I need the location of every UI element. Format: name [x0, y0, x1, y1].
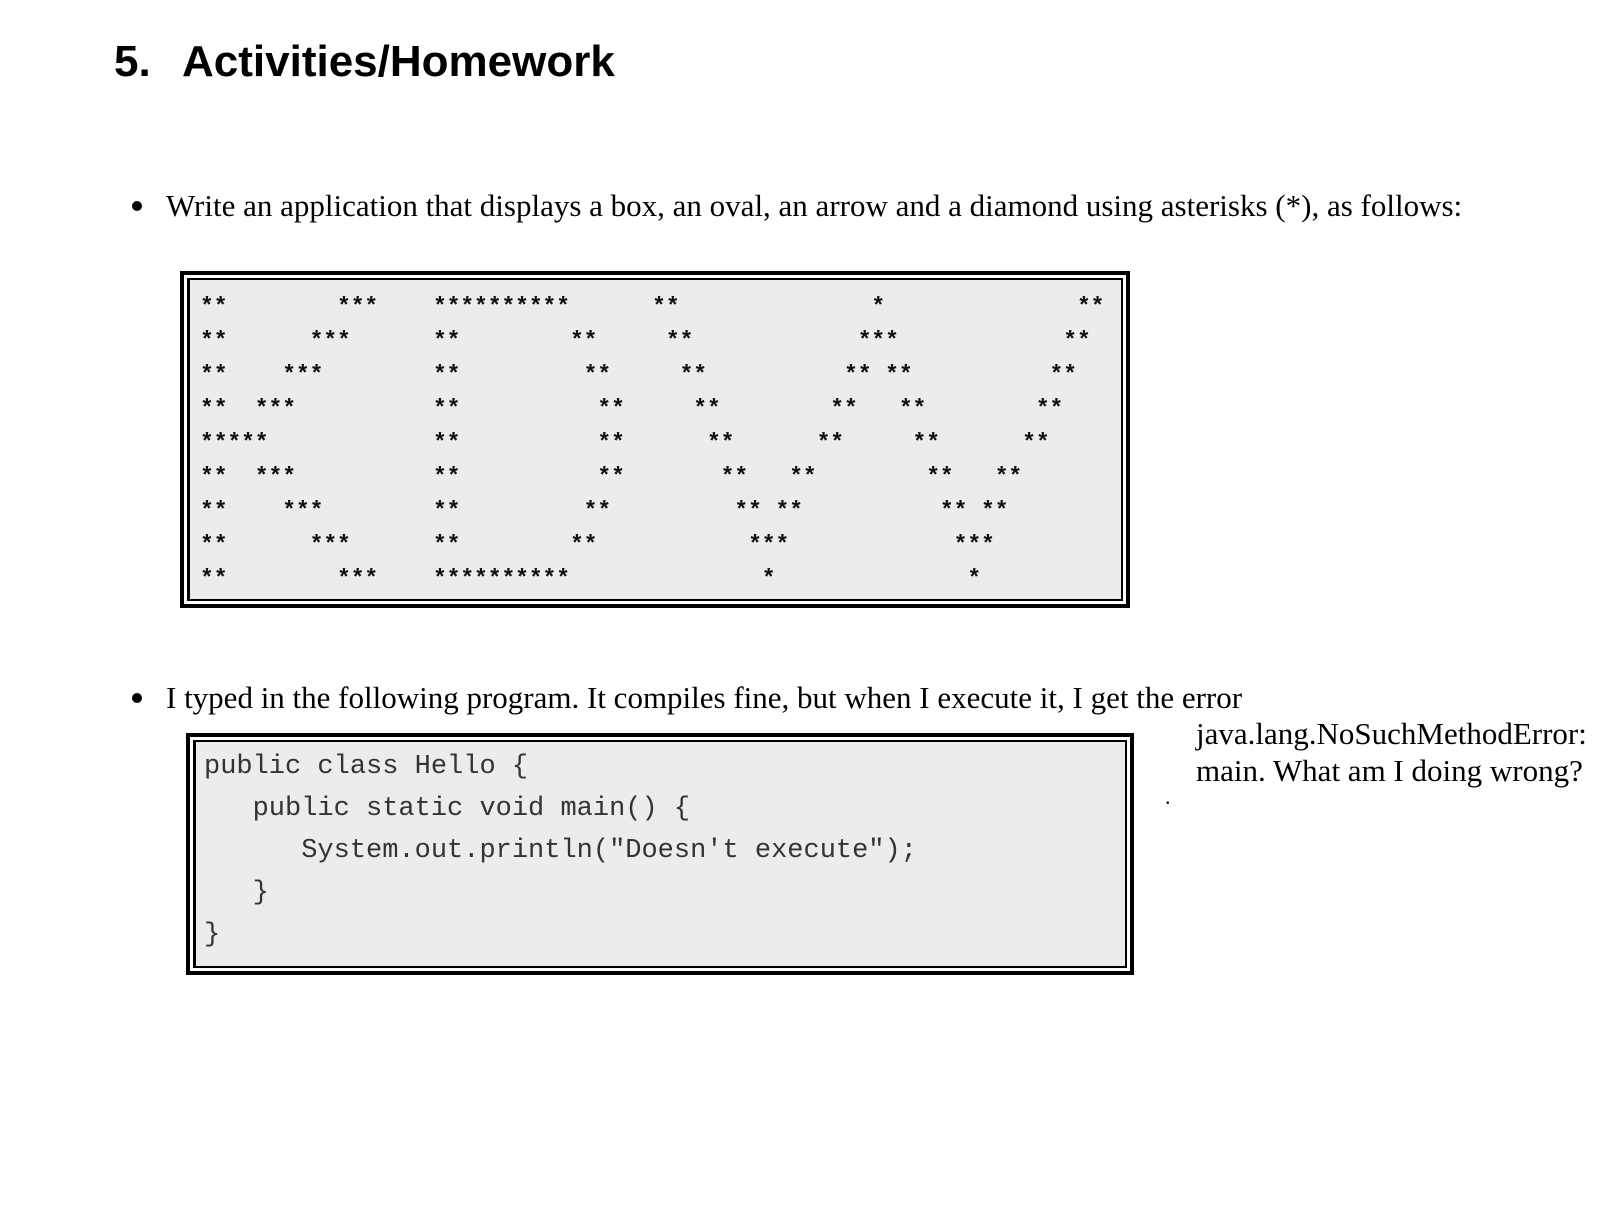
shape-line-9: ** *** ********** * *	[200, 566, 982, 592]
shape-line-2: ** *** ** ** ** *** **	[200, 328, 1091, 354]
bullet-task-2	[132, 693, 142, 703]
shape-line-1: ** *** ********** ** * **	[200, 294, 1105, 320]
error-text-line-1: java.lang.NoSuchMethodError:	[1196, 716, 1587, 751]
error-text-line-2: main. What am I doing wrong?	[1196, 753, 1583, 788]
shape-line-5: ***** ** ** ** ** ** **	[200, 430, 1050, 456]
shape-line-4: ** *** ** ** ** ** ** **	[200, 396, 1064, 422]
task-2-text: I typed in the following program. It compiles fine, but when I execute it, I get the error	[166, 680, 1243, 715]
shape-line-7: ** *** ** ** ** ** ** **	[200, 498, 1009, 524]
code-line-3: System.out.println("Doesn't execute");	[204, 836, 917, 866]
shape-line-6: ** *** ** ** ** ** ** **	[200, 464, 1023, 490]
bullet-task-1	[132, 201, 142, 211]
asterisk-shapes	[200, 290, 1104, 596]
section-title: Activities/Homework	[182, 37, 615, 86]
code-box-inner	[193, 740, 1127, 968]
shape-line-8: ** *** ** ** *** ***	[200, 532, 995, 558]
shapes-box	[180, 271, 1130, 608]
java-code	[204, 746, 917, 956]
shape-line-3: ** *** ** ** ** ** ** **	[200, 362, 1077, 388]
section-heading	[114, 34, 615, 90]
code-line-2: public static void main() {	[204, 794, 691, 824]
stray-dot: .	[1165, 784, 1171, 809]
shapes-box-inner	[187, 278, 1123, 601]
section-number: 5.	[114, 37, 151, 86]
code-line-4: }	[204, 878, 269, 908]
code-line-5: }	[204, 920, 221, 950]
code-box	[186, 733, 1134, 975]
code-line-1: public class Hello {	[204, 752, 529, 782]
task-1-text: Write an application that displays a box, an oval, an arrow and a diamond using asterisks (*), as follows:	[166, 188, 1463, 223]
